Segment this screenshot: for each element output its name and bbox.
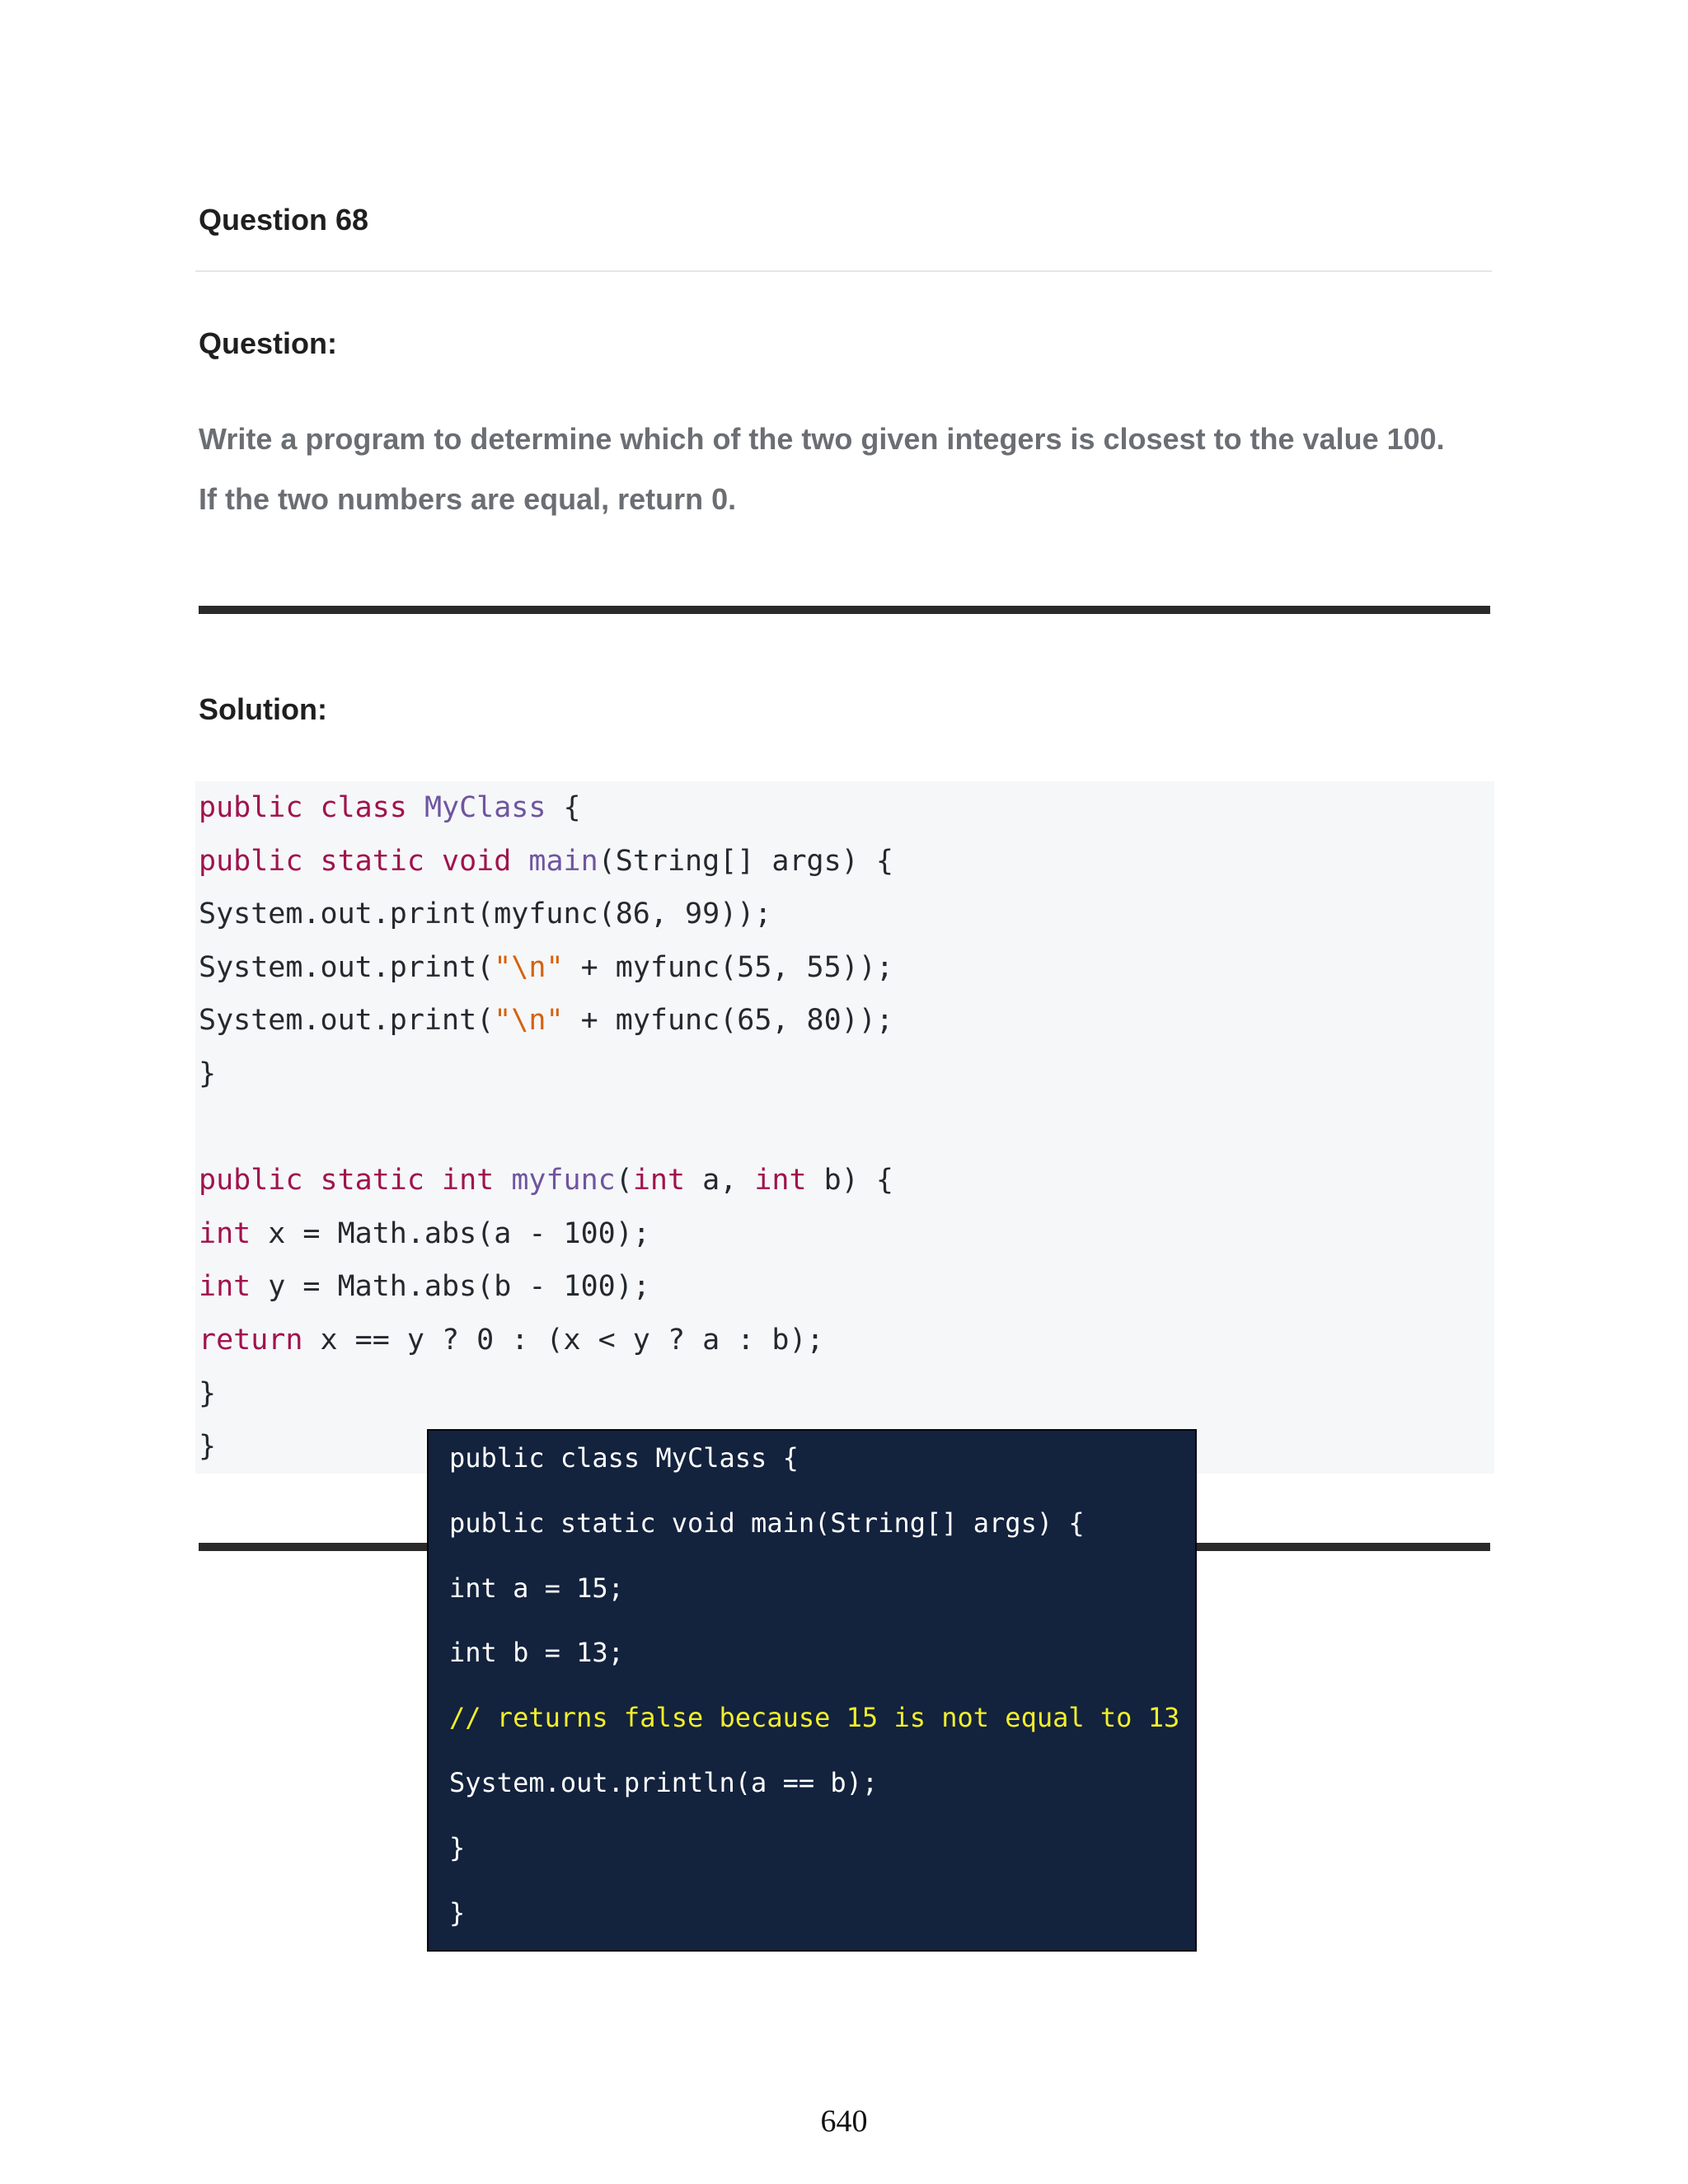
question-number-heading: Question 68 <box>199 203 369 237</box>
code-line <box>199 1207 893 1261</box>
code-token: y = Math.abs(b - 100); <box>251 1270 650 1304</box>
page-number: 640 <box>820 2104 868 2139</box>
code-line: System.out.print(myfunc(86, 99)); <box>199 898 772 931</box>
popup-code-line: } <box>449 1831 466 1863</box>
code-line: } <box>199 1376 217 1410</box>
code-token: myfunc <box>511 1164 616 1197</box>
solution-label: Solution: <box>199 692 327 726</box>
question-line-1: Write a program to determine which of the two given integers is closest to the value 100. <box>199 422 1445 456</box>
code-line <box>199 1314 893 1367</box>
question-line-2: If the two numbers are equal, return 0. <box>199 482 737 516</box>
code-line <box>199 941 893 995</box>
code-token: main <box>528 844 598 878</box>
code-token: ( <box>615 1164 633 1197</box>
popup-code-line: System.out.println(a == b); <box>449 1766 879 1798</box>
code-token: public static void <box>199 844 512 878</box>
code-token: (String[] args) { <box>598 844 893 878</box>
code-line <box>199 994 893 1047</box>
section-divider-top <box>199 606 1490 614</box>
code-token: int <box>199 1216 251 1250</box>
code-line <box>199 835 893 888</box>
code-popup-text <box>449 1426 1179 1945</box>
code-token: int <box>632 1164 686 1197</box>
code-token: public static int <box>199 1164 495 1197</box>
code-line <box>199 781 893 835</box>
code-token: int <box>754 1164 807 1197</box>
heading-divider <box>195 270 1492 272</box>
popup-code-line: public class MyClass { <box>449 1442 799 1474</box>
code-token: x = Math.abs(a - 100); <box>251 1216 650 1250</box>
question-label: Question: <box>199 326 337 360</box>
popup-code-line: } <box>449 1896 466 1929</box>
solution-code <box>199 781 893 1474</box>
code-token: a, <box>685 1164 755 1197</box>
code-line <box>199 1154 893 1207</box>
code-line: } <box>199 1430 217 1464</box>
code-token: int <box>199 1270 251 1304</box>
code-token: x == y ? 0 : (x < y ? a : b); <box>302 1323 824 1357</box>
code-token: + myfunc(55, 55)); <box>563 950 893 984</box>
popup-code-line: int a = 15; <box>449 1572 624 1604</box>
popup-code-line: public static void main(String[] args) { <box>449 1507 1085 1539</box>
question-text <box>199 409 1534 529</box>
code-token: System.out.print( <box>199 1004 495 1038</box>
code-line <box>199 1260 893 1314</box>
code-token: return <box>199 1323 303 1357</box>
popup-code-line: int b = 13; <box>449 1637 624 1669</box>
code-token: "\n" <box>494 950 564 984</box>
code-token: { <box>546 791 581 824</box>
popup-code-comment: // returns false because 15 is not equal to 13 <box>449 1702 1180 1734</box>
code-token: "\n" <box>494 1004 564 1038</box>
code-line: } <box>199 1057 217 1090</box>
code-token: MyClass <box>424 791 546 824</box>
code-token: public class <box>199 791 407 824</box>
code-line <box>199 1101 893 1155</box>
code-token: + myfunc(65, 80)); <box>563 1004 893 1038</box>
code-token: System.out.print( <box>199 950 495 984</box>
code-token: b) { <box>806 1164 893 1197</box>
